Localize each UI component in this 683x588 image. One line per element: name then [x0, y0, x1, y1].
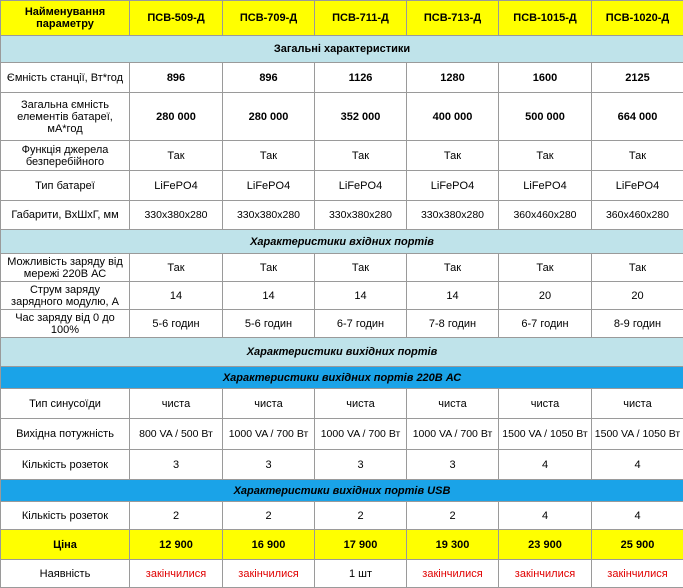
cell-value: 1000 VA / 700 Вт — [407, 419, 499, 450]
section-title: Загальні характеристики — [1, 36, 683, 63]
cell-value: 500 000 — [499, 93, 592, 141]
cell-value: Так — [130, 141, 223, 171]
cell-value: 360x460x280 — [499, 201, 592, 230]
cell-value: 2 — [223, 502, 315, 530]
model-header: ПСВ-711-Д — [315, 1, 407, 36]
row-label: Вихідна потужність — [1, 419, 130, 450]
row-dimensions — [1, 201, 683, 230]
price-value: 12 900 — [130, 530, 223, 560]
cell-value: 4 — [499, 450, 592, 480]
price-value: 17 900 — [315, 530, 407, 560]
row-sockets-220 — [1, 450, 683, 480]
cell-value: LiFePO4 — [499, 171, 592, 201]
cell-value: 1280 — [407, 63, 499, 93]
cell-value: Так — [315, 141, 407, 171]
section-output-usb — [1, 480, 683, 502]
section-input — [1, 230, 683, 254]
availability-status: закінчилися — [223, 560, 315, 588]
row-label: Загальна ємність елементів батареї, мА*год — [1, 93, 130, 141]
section-title: Характеристики вихідних портів USB — [1, 480, 683, 502]
cell-value: 1500 VA / 1050 Вт — [592, 419, 683, 450]
cell-value: 2 — [130, 502, 223, 530]
cell-value: 896 — [130, 63, 223, 93]
row-sockets-usb — [1, 502, 683, 530]
cell-value: 3 — [407, 450, 499, 480]
row-label: Тип синусоїди — [1, 389, 130, 419]
cell-value: чиста — [407, 389, 499, 419]
price-value: 23 900 — [499, 530, 592, 560]
cell-value: 352 000 — [315, 93, 407, 141]
cell-value: 20 — [592, 282, 683, 310]
cell-value: Так — [592, 141, 683, 171]
cell-value: 1126 — [315, 63, 407, 93]
row-battery-total — [1, 93, 683, 141]
cell-value: 14 — [407, 282, 499, 310]
row-charge-current — [1, 282, 683, 310]
header-row — [1, 1, 683, 36]
cell-value: Так — [407, 254, 499, 282]
cell-value: 1000 VA / 700 Вт — [315, 419, 407, 450]
cell-value: 1600 — [499, 63, 592, 93]
availability-status: закінчилися — [499, 560, 592, 588]
row-capacity — [1, 63, 683, 93]
section-output-220 — [1, 367, 683, 389]
cell-value: чиста — [223, 389, 315, 419]
cell-value: Так — [499, 141, 592, 171]
cell-value: LiFePO4 — [407, 171, 499, 201]
model-header: ПСВ-1015-Д — [499, 1, 592, 36]
cell-value: 3 — [130, 450, 223, 480]
cell-value: 4 — [592, 450, 683, 480]
availability-status: закінчилися — [407, 560, 499, 588]
section-general — [1, 36, 683, 63]
section-output — [1, 338, 683, 367]
cell-value: 7-8 годин — [407, 310, 499, 338]
cell-value: 4 — [499, 502, 592, 530]
cell-value: 330x380x280 — [223, 201, 315, 230]
cell-value: LiFePO4 — [223, 171, 315, 201]
row-label: Ціна — [1, 530, 130, 560]
row-label: Тип батареї — [1, 171, 130, 201]
cell-value: 6-7 годин — [315, 310, 407, 338]
cell-value: LiFePO4 — [592, 171, 683, 201]
model-header: ПСВ-509-Д — [130, 1, 223, 36]
cell-value: 330x380x280 — [315, 201, 407, 230]
row-availability — [1, 560, 683, 588]
cell-value: чиста — [499, 389, 592, 419]
cell-value: чиста — [130, 389, 223, 419]
cell-value: 2125 — [592, 63, 683, 93]
cell-value: 6-7 годин — [499, 310, 592, 338]
row-sine-type — [1, 389, 683, 419]
row-price — [1, 530, 683, 560]
row-label: Наявність — [1, 560, 130, 588]
row-label: Кількість розеток — [1, 502, 130, 530]
row-label: Струм заряду зарядного модулю, А — [1, 282, 130, 310]
cell-value: 400 000 — [407, 93, 499, 141]
cell-value: 360x460x280 — [592, 201, 683, 230]
cell-value: Так — [130, 254, 223, 282]
row-label: Функція джерела безперебійного — [1, 141, 130, 171]
cell-value: 280 000 — [223, 93, 315, 141]
cell-value: 14 — [315, 282, 407, 310]
cell-value: 3 — [315, 450, 407, 480]
row-output-power — [1, 419, 683, 450]
cell-value: 20 — [499, 282, 592, 310]
cell-value: Так — [407, 141, 499, 171]
cell-value: 330x380x280 — [130, 201, 223, 230]
cell-value: 5-6 годин — [130, 310, 223, 338]
row-label: Можливість заряду від мережі 220В АС — [1, 254, 130, 282]
price-value: 25 900 — [592, 530, 683, 560]
row-label: Ємність станції, Вт*год — [1, 63, 130, 93]
cell-value: 2 — [315, 502, 407, 530]
param-header: Найменування параметру — [1, 1, 130, 36]
cell-value: чиста — [592, 389, 683, 419]
section-title: Характеристики вихідних портів 220В АС — [1, 367, 683, 389]
section-title: Характеристики вхідних портів — [1, 230, 683, 254]
cell-value: 14 — [130, 282, 223, 310]
row-charge-ac — [1, 254, 683, 282]
model-header: ПСВ-709-Д — [223, 1, 315, 36]
cell-value: LiFePO4 — [315, 171, 407, 201]
cell-value: 14 — [223, 282, 315, 310]
cell-value: 664 000 — [592, 93, 683, 141]
section-title: Характеристики вихідних портів — [1, 338, 683, 367]
row-label: Час заряду від 0 до 100% — [1, 310, 130, 338]
cell-value: 4 — [592, 502, 683, 530]
cell-value: 3 — [223, 450, 315, 480]
cell-value: Так — [223, 141, 315, 171]
price-value: 19 300 — [407, 530, 499, 560]
cell-value: Так — [499, 254, 592, 282]
cell-value: 800 VA / 500 Вт — [130, 419, 223, 450]
cell-value: 8-9 годин — [592, 310, 683, 338]
cell-value: LiFePO4 — [130, 171, 223, 201]
row-label: Габарити, ВхШхГ, мм — [1, 201, 130, 230]
cell-value: Так — [223, 254, 315, 282]
cell-value: 2 — [407, 502, 499, 530]
row-label: Кількість розеток — [1, 450, 130, 480]
cell-value: 330x380x280 — [407, 201, 499, 230]
cell-value: Так — [315, 254, 407, 282]
cell-value: 1500 VA / 1050 Вт — [499, 419, 592, 450]
cell-value: чиста — [315, 389, 407, 419]
row-ups — [1, 141, 683, 171]
cell-value: Так — [592, 254, 683, 282]
cell-value: 1000 VA / 700 Вт — [223, 419, 315, 450]
model-header: ПСВ-1020-Д — [592, 1, 683, 36]
cell-value: 896 — [223, 63, 315, 93]
model-header: ПСВ-713-Д — [407, 1, 499, 36]
row-charge-time — [1, 310, 683, 338]
availability-status: закінчилися — [130, 560, 223, 588]
availability-status: закінчилися — [592, 560, 683, 588]
cell-value: 5-6 годин — [223, 310, 315, 338]
row-battery-type — [1, 171, 683, 201]
cell-value: 280 000 — [130, 93, 223, 141]
availability-status: 1 шт — [315, 560, 407, 588]
price-value: 16 900 — [223, 530, 315, 560]
